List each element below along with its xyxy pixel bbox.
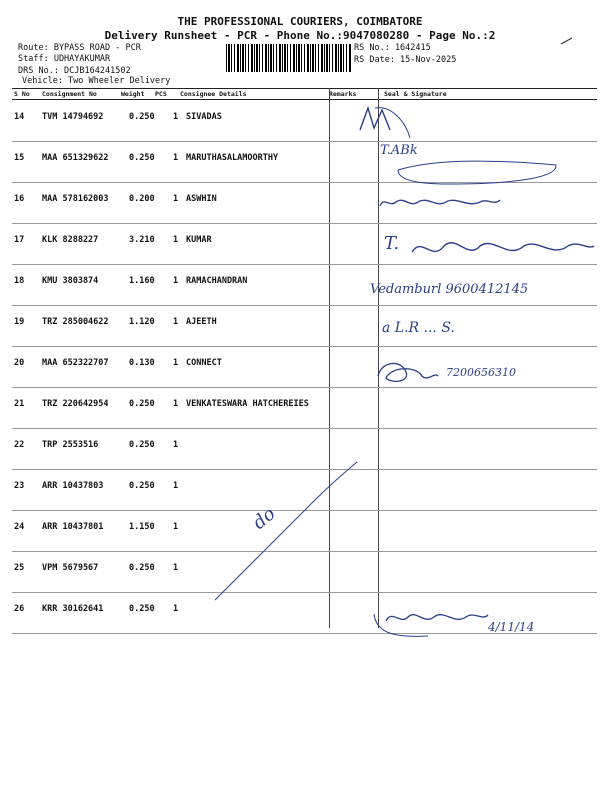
col-pcs: PCS <box>155 90 167 98</box>
row-sno: 21 <box>14 399 25 409</box>
table-top-border <box>12 88 597 89</box>
signature-scribble-17 <box>408 232 598 268</box>
row-weight: 0.250 <box>129 440 155 450</box>
row-weight: 0.250 <box>129 563 155 573</box>
phone-note-20: 7200656310 <box>446 366 516 379</box>
corner-mark-icon <box>560 36 576 46</box>
signature-curve-26 <box>372 612 432 642</box>
row-pcs: 1 <box>173 235 179 245</box>
signature-stamp-20 <box>372 356 442 386</box>
row-consignment-no: KRR 30162641 <box>42 604 104 614</box>
row-sno: 14 <box>14 112 25 122</box>
col-consignee: Consignee Details <box>180 90 247 98</box>
barcode-image <box>226 44 351 72</box>
row-pcs: 1 <box>173 194 179 204</box>
rs-number: RS No.: 1642415 <box>354 43 431 53</box>
row-weight: 0.130 <box>129 358 155 368</box>
row-consignee: RAMACHANDRAN <box>186 276 248 286</box>
row-consignee: KUMAR <box>186 235 212 245</box>
staff-label: Staff: UDHAYAKUMAR <box>18 54 111 64</box>
row-pcs: 1 <box>173 563 179 573</box>
row-weight: 0.250 <box>129 112 155 122</box>
row-consignment-no: VPM 5679567 <box>42 563 99 573</box>
row-sno: 24 <box>14 522 25 532</box>
runsheet-subtitle: Delivery Runsheet - PCR - Phone No.:9047080280 - Page No.:2 <box>104 29 496 42</box>
col-seal: Seal & Signature <box>384 90 447 98</box>
row-sno: 22 <box>14 440 25 450</box>
row-sno: 15 <box>14 153 25 163</box>
row-pcs: 1 <box>173 604 179 614</box>
row-weight: 0.250 <box>129 481 155 491</box>
row-pcs: 1 <box>173 440 179 450</box>
row-consignee: SIVADAS <box>186 112 222 122</box>
row-pcs: 1 <box>173 317 179 327</box>
signature-seal-14 <box>350 100 430 140</box>
row-pcs: 1 <box>173 481 179 491</box>
drs-number: DRS No.: DCJB164241502 <box>18 66 131 76</box>
row-consignment-no: KLK 8288227 <box>42 235 99 245</box>
row-pcs: 1 <box>173 522 179 532</box>
row-sno: 19 <box>14 317 25 327</box>
signature-scribble-15 <box>378 150 563 190</box>
col-consignment: Consignment No <box>42 90 97 98</box>
signature-24: do <box>248 503 280 534</box>
rs-date: RS Date: 15-Nov-2025 <box>354 55 457 65</box>
row-pcs: 1 <box>173 358 179 368</box>
row-weight: 1.160 <box>129 276 155 286</box>
col-remarks: Remarks <box>329 90 357 98</box>
row-pcs: 1 <box>173 399 179 409</box>
row-weight: 0.250 <box>129 399 155 409</box>
row-sno: 17 <box>14 235 25 245</box>
row-weight: 1.150 <box>129 522 155 532</box>
row-sno: 23 <box>14 481 25 491</box>
row-weight: 0.250 <box>129 153 155 163</box>
signature-16 <box>376 190 506 216</box>
row-consignment-no: TRP 2553516 <box>42 440 99 450</box>
date-note-26: 4/11/14 <box>488 620 535 634</box>
row-consignment-no: ARR 10437801 <box>42 522 104 532</box>
signature-15: T.ABk <box>380 143 418 158</box>
row-weight: 1.120 <box>129 317 155 327</box>
row-consignee: AJEETH <box>186 317 217 327</box>
row-consignee: MARUTHASALAMOORTHY <box>186 153 279 163</box>
row-weight: 0.200 <box>129 194 155 204</box>
row-consignment-no: MAA 652322707 <box>42 358 109 368</box>
row-consignment-no: TRZ 220642954 <box>42 399 109 409</box>
col-weight: Weight <box>121 90 145 98</box>
row-pcs: 1 <box>173 112 179 122</box>
row-sno: 26 <box>14 604 25 614</box>
row-pcs: 1 <box>173 153 179 163</box>
row-consignee: CONNECT <box>186 358 222 368</box>
vehicle-label: Vehicle: Two Wheeler Delivery <box>22 76 171 86</box>
row-consignee: VENKATESWARA HATCHEREIES <box>186 399 309 409</box>
row-consignee: ASWHIN <box>186 194 217 204</box>
row-sno: 20 <box>14 358 25 368</box>
route-label: Route: BYPASS ROAD - PCR <box>18 43 141 53</box>
row-weight: 0.250 <box>129 604 155 614</box>
signature-18: Vedamburl 9600412145 <box>370 282 529 297</box>
row-consignment-no: MAA 651329622 <box>42 153 109 163</box>
table-row <box>12 387 597 428</box>
row-consignment-no: MAA 578162003 <box>42 194 109 204</box>
row-consignment-no: TRZ 285004622 <box>42 317 109 327</box>
table-row <box>12 100 597 141</box>
row-consignment-no: KMU 3803874 <box>42 276 99 286</box>
row-sno: 18 <box>14 276 25 286</box>
table-row <box>12 305 597 346</box>
row-consignment-no: TVM 14794692 <box>42 112 104 122</box>
company-title: THE PROFESSIONAL COURIERS, COIMBATORE <box>177 15 423 28</box>
signature-19: a L.R ... S. <box>382 320 455 336</box>
row-consignment-no: ARR 10437803 <box>42 481 104 491</box>
row-sno: 16 <box>14 194 25 204</box>
col-sno: S No <box>14 90 30 98</box>
row-sno: 25 <box>14 563 25 573</box>
row-pcs: 1 <box>173 276 179 286</box>
cross-out-stroke <box>205 460 385 610</box>
signature-17: T. <box>384 233 400 254</box>
row-weight: 3.210 <box>129 235 155 245</box>
